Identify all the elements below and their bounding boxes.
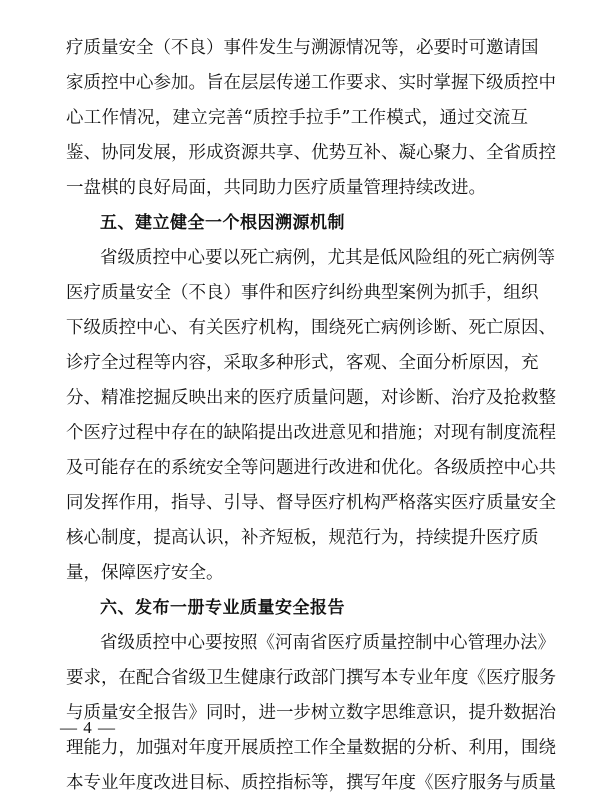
page-number: — 4 — <box>60 718 116 737</box>
body-text-line: 本专业年度改进目标、质控指标等，撰写年度《医疗服务与质量 <box>66 773 556 793</box>
body-text-line: 医疗质量安全（不良）事件和医疗纠纷典型案例为抓手，组织 <box>66 283 539 303</box>
section-heading: 五、建立健全一个根因溯源机制 <box>100 213 345 233</box>
body-text-line: 理能力，加强对年度开展质控工作全量数据的分析、利用，围绕 <box>66 738 556 758</box>
body-text-line: 省级质控中心要按照《河南省医疗质量控制中心管理办法》 <box>100 633 555 653</box>
body-text-line: 家质控中心参加。旨在层层传递工作要求、实时掌握下级质控中 <box>66 73 556 93</box>
body-text-line: 量，保障医疗安全。 <box>66 563 224 583</box>
body-text-line: 省级质控中心要以死亡病例，尤其是低风险组的死亡病例等 <box>100 248 555 268</box>
body-text-line: 与质量安全报告》同时，进一步树立数字思维意识，提升数据治 <box>66 703 556 723</box>
body-text-line: 同发挥作用，指导、引导、督导医疗机构严格落实医疗质量安全 <box>66 493 556 513</box>
body-text-line: 个医疗过程中存在的缺陷提出改进意见和措施；对现有制度流程 <box>66 423 556 443</box>
section-heading: 六、发布一册专业质量安全报告 <box>100 598 345 618</box>
body-text-line: 诊疗全过程等内容，采取多种形式，客观、全面分析原因，充 <box>66 353 539 373</box>
body-text-line: 一盘棋的良好局面，共同助力医疗质量管理持续改进。 <box>66 178 486 198</box>
body-text-line: 鉴、协同发展，形成资源共享、优势互补、凝心聚力、全省质控 <box>66 143 556 163</box>
body-text-line: 及可能存在的系统安全等问题进行改进和优化。各级质控中心共 <box>66 458 556 478</box>
body-text-line: 疗质量安全（不良）事件发生与溯源情况等，必要时可邀请国 <box>66 38 539 58</box>
body-text-line: 下级质控中心、有关医疗机构，围绕死亡病例诊断、死亡原因、 <box>66 318 556 338</box>
body-text-line: 要求，在配合省级卫生健康行政部门撰写本专业年度《医疗服务 <box>66 668 556 688</box>
body-text-line: 核心制度，提高认识，补齐短板，规范行为，持续提升医疗质 <box>66 528 539 548</box>
body-text-line: 心工作情况，建立完善“质控手拉手”工作模式，通过交流互 <box>66 108 528 128</box>
body-text-line: 分、精准挖掘反映出来的医疗质量问题，对诊断、治疗及抢救整 <box>66 388 556 408</box>
